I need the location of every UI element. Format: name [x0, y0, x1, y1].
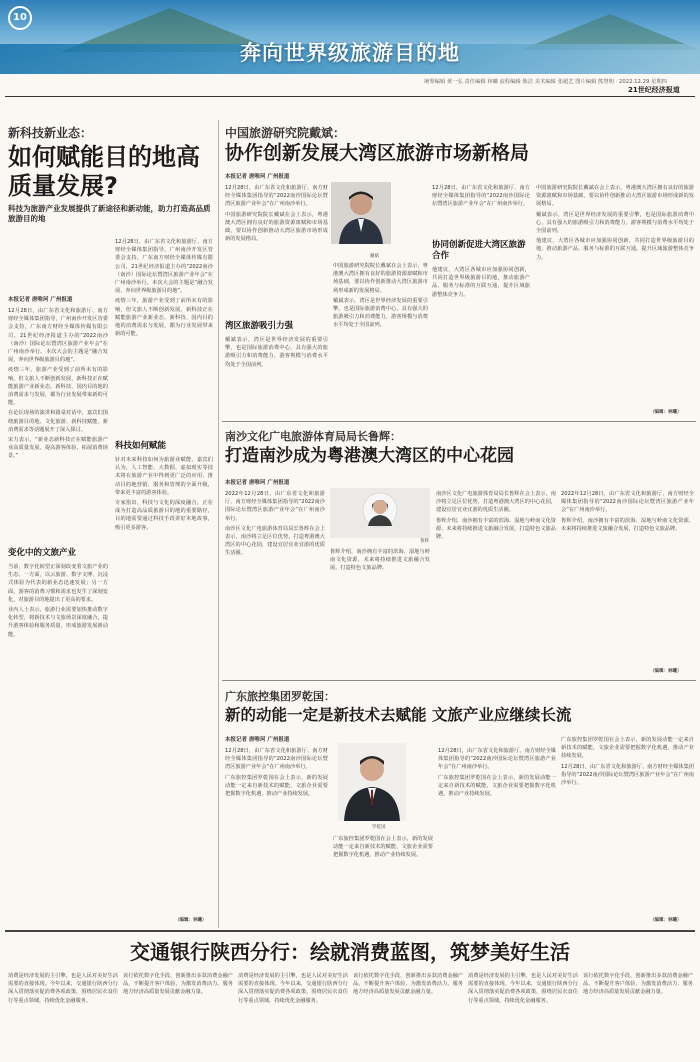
- editor-credits: 统筹编辑 黄一弘 责任编辑 林曦 流程编辑 陈洁 美术编辑 张超艺 图片编辑 熊慧明 · 2022.12.29 星期四: [424, 79, 667, 85]
- paragraph: 12月28日，由广东省文化和旅游厅、南方财经全媒体集团指导的“2022南沙国际论坛暨湾区旅游产业年会”在广州南沙举行。: [225, 185, 328, 208]
- paragraph: 疫情三年，旅游产业受到了前所未有的影响，但文旅人不断创新发展，新科技正在赋能旅游产业新业态，新科技、国内目的地的消费需求与发展，都为行业发展带来新的可能。: [115, 298, 213, 338]
- paragraph: 鲁辉介绍，南沙拥有丰富的滨海、湿地与岭南文化资源，未来将持续推进文旅融合发展，打造特色文旅品牌。: [330, 549, 430, 572]
- paragraph: 疫情三年，旅游产业受到了前所未有的影响，但文旅人不断创新发展，新科技正在赋能旅游产业新业态，新科技、国内目的地的消费需求与发展，都为行业发展带来新的可能。: [8, 367, 108, 407]
- article1-kicker: 新科技新业态：: [8, 126, 93, 140]
- article2-body-col6: [536, 184, 694, 408]
- page-number: 10: [8, 6, 32, 30]
- article2-body-col5: [432, 266, 530, 416]
- article4-signoff: （编辑：林曦）: [650, 918, 682, 923]
- paragraph: 消费是经济发展的主引擎，也是人民对美好生活需要的直接体现。今年以来，交通银行陕西分行深入贯彻落实促消费各项政策，围绕居民衣食住行等重点领域，持续优化金融服务。: [238, 973, 348, 1004]
- article1-body-col3: [115, 238, 213, 434]
- article3-signoff: （编辑：林曦）: [650, 669, 682, 674]
- paragraph: 中国旅游研究院院长戴斌在会上表示，粤港澳大湾区拥有良好的旅游资源禀赋和市场基础，要以协作创新推动大湾区旅游市场形成新的发展格局。: [536, 185, 694, 208]
- paragraph: 戴斌表示，湾区是世界经济发展的重要引擎，也是国际旅游消费中心，具有强大的旅游吸引力和消费能力，游客规模与消费水平均处于全国前列。: [225, 337, 328, 368]
- paragraph: 宋力表示，“新业态新科技正在赋能旅游产业高质量发展，提高游客体验，拓展消费场景。”: [8, 437, 108, 460]
- portrait-illustration: [338, 743, 406, 821]
- paragraph: 专家指出，科技与文化的深度融合，正在成为打造高品质旅游目的地的重要路径，目的地需要通过科技手段讲好本地故事，吸引更多游客。: [115, 500, 213, 531]
- paragraph: 戴斌表示，湾区是世界经济发展的重要引擎，也是国际旅游消费中心，具有强大的旅游吸引力和消费能力，游客规模与消费水平均处于全国前列。: [333, 297, 428, 329]
- article1-signoff: （编辑：林曦）: [175, 918, 207, 923]
- article4-body-col3: [438, 747, 556, 925]
- article5-body-col6: [583, 972, 693, 1058]
- dai-bin-photo: [331, 182, 391, 244]
- article5-body-col4: [353, 972, 463, 1058]
- article3-body-col3: [436, 490, 556, 676]
- paragraph: 2022年12月28日，由广东省文化和旅游厅、南方财经全媒体集团指导的“2022南沙国际论坛暨湾区旅游产业年会”在广州南沙举行。: [561, 491, 694, 514]
- article4-kicker: 广东旅控集团罗乾国：: [225, 690, 335, 703]
- article5-body-col1: [8, 972, 118, 1058]
- header-rule: [5, 96, 695, 97]
- portrait-illustration: [330, 488, 430, 538]
- article2-subhead: 湾区旅游吸引力强: [225, 321, 294, 331]
- paragraph: 消费是经济发展的主引擎，也是人民对美好生活需要的直接体现。今年以来，交通银行陕西分行深入贯彻落实促消费各项政策，围绕居民衣食住行等重点领域，持续优化金融服务。: [8, 973, 118, 1004]
- article1-subhead: 科技如何赋能: [115, 441, 167, 451]
- article4-byline: 本报记者 唐唯珂 广州报道: [225, 737, 290, 743]
- paragraph: 南沙区文化广电旅游体育局局长鲁辉在会上表示，南沙将立足区位优势，打造粤港澳大湾区的中心花园，建设宜居宜业宜游的优质生活圈。: [225, 525, 325, 557]
- newspaper-name: 21世纪经济报道: [628, 86, 680, 94]
- article1-body-col4: [115, 456, 213, 919]
- paragraph: 该行依托数字化手段，创新推出多款消费金融产品，不断提升客户体验，为激发消费活力、服务地方经济高质量发展贡献金融力量。: [123, 973, 233, 996]
- column-divider: [218, 120, 219, 928]
- article2-byline: 本报记者 唐唯珂 广州报道: [225, 174, 290, 180]
- article3-title: 打造南沙成为粤港澳大湾区的中心花园: [225, 446, 514, 466]
- article2-body-col1: [225, 184, 328, 300]
- paragraph: 12月28日，由广东省文化和旅游厅、南方财经全媒体集团指导，广州南沙开发区管委会支持，广东南方财经全媒体传媒有限公司、21世纪经济报道主办的“2022南沙（南沙）国际论坛暨湾区旅游产业年会”在广州南沙举行。本次大会的主题是“融合发展，奔向世界级旅游目的地”。: [8, 308, 108, 364]
- dai-bin-caption: 戴斌: [370, 254, 379, 259]
- article3-body-col4: [561, 490, 694, 666]
- paragraph: 消费是经济发展的主引擎，也是人民对美好生活需要的直接体现。今年以来，交通银行陕西分行深入贯彻落实促消费各项政策，围绕居民衣食住行等重点领域，持续优化金融服务。: [468, 973, 578, 1004]
- article1-byline: 本报记者 唐唯珂 广州报道: [8, 297, 73, 303]
- article5-body-col2: [123, 972, 233, 1058]
- lu-hui-photo: [330, 488, 430, 538]
- paragraph: 该行依托数字化手段，创新推出多款消费金融产品，不断提升客户体验，为激发消费活力、服务地方经济高质量发展贡献金融力量。: [583, 973, 693, 996]
- paragraph: 南沙区文化广电旅游体育局局长鲁辉在会上表示，南沙将立足区位优势，打造粤港澳大湾区的中心花园，建设宜居宜业宜游的优质生活圈。: [436, 491, 556, 514]
- article5-body-col5: [468, 972, 578, 1058]
- paragraph: 中国旅游研究院院长戴斌在会上表示，粤港澳大湾区拥有良好的旅游资源禀赋和市场基础，要以协作创新推动大湾区旅游市场形成新的发展格局。: [225, 211, 328, 243]
- paragraph: 广东旅控集团罗乾国在会上表示，新的发展动能一定来自新技术的赋能，文旅企业需要把握数字化机遇，推动产业持续发展。: [561, 737, 694, 760]
- paragraph: 业内人士表示，旅游行业需要加快推动数字化转型，将新技术与文旅场景深度融合，提升游客体验和服务质量，形成旅游发展新动能。: [8, 607, 108, 638]
- article2-subhead: 协同创新促进大湾区旅游合作: [432, 240, 526, 261]
- article4-body-col4: [561, 736, 694, 916]
- article5-body-col3: [238, 972, 348, 1058]
- article3-kicker: 南沙文化广电旅游体育局局长鲁辉：: [225, 430, 401, 443]
- paragraph: 广东旅控集团罗乾国在会上表示，新的发展动能一定来自新技术的赋能，文旅企业需要把握数字化机遇，推动产业持续发展。: [438, 774, 556, 798]
- paragraph: 该行依托数字化手段，创新推出多款消费金融产品，不断提升客户体验，为激发消费活力、服务地方经济高质量发展贡献金融力量。: [353, 973, 463, 996]
- article1-body-col2: [8, 563, 108, 924]
- luo-qianguo-caption: 罗乾国: [372, 825, 386, 830]
- article3-body-col2: [330, 548, 430, 676]
- luo-qianguo-photo: [338, 743, 406, 821]
- paragraph: 广东旅控集团罗乾国在会上表示，新的发展动能一定来自新技术的赋能，文旅企业需要把握数字化机遇，推动产业持续发展。: [225, 774, 328, 798]
- paragraph: 他建议，大湾区各城市应加强协同创新，共同打造世界级旅游目的地，推动旅游产品、服务与标准的互联互通，提升区域旅游整体竞争力。: [432, 267, 530, 298]
- bottom-section-rule: [5, 930, 695, 932]
- paragraph: 12月28日，由广东省文化和旅游厅、南方财经全媒体集团指导的“2022南沙国际论坛暨湾区旅游产业年会”在广州南沙举行。: [432, 185, 530, 208]
- paragraph: 鲁辉介绍，南沙拥有丰富的滨海、湿地与岭南文化资源，未来将持续推进文旅融合发展，打造特色文旅品牌。: [436, 517, 556, 541]
- paragraph: 广东旅控集团罗乾国在会上表示，新的发展动能一定来自新技术的赋能，文旅企业需要把握数字化机遇，推动产业持续发展。: [333, 836, 433, 859]
- article2-body-col3: [333, 262, 428, 417]
- article2-title: 协作创新发展大湾区旅游市场新格局: [225, 142, 530, 164]
- paragraph: 针对未来科技如何为旅游业赋能，嘉宾们认为，人工智能、大数据、虚拟现实等技术将在旅游产业中得到更广泛的应用，推动目的地营销、服务和管理的全面升级，带来更丰富的游客体验。: [115, 457, 213, 496]
- article2-body-col4: [432, 184, 530, 236]
- portrait-illustration: [331, 182, 391, 244]
- paragraph: 在论坛现场的演讲和圆桌对话中，嘉宾们围绕旅游目的地、文化旅游、新科技赋能、新消费需求等话题展开了深入探讨。: [8, 410, 108, 433]
- paragraph: 他建议，大湾区各城市应加强协同创新，共同打造世界级旅游目的地，推动旅游产品、服务与标准的互联互通，提升区域旅游整体竞争力。: [536, 238, 694, 261]
- section-divider: [222, 680, 696, 681]
- lu-hui-caption: 鲁辉: [420, 539, 429, 544]
- article2-signoff: （编辑：林曦）: [650, 410, 682, 415]
- article2-kicker: 中国旅游研究院戴斌：: [225, 126, 346, 140]
- article1-title: 如何赋能目的地高质量发展?: [8, 143, 200, 200]
- article4-body-col2: [333, 835, 433, 925]
- article2-body-col2: [225, 336, 328, 417]
- paragraph: 12月28日，由广东省文化和旅游厅、南方财经全媒体集团指导的“2022南沙国际论坛暨湾区旅游产业年会”在广州南沙举行。: [225, 748, 328, 771]
- article4-title: 新的动能一定是新技术去赋能 文旅产业应继续长流: [225, 706, 572, 724]
- article3-byline: 本报记者 唐唯珂 广州报道: [225, 480, 290, 486]
- article1-subhead: 变化中的文旅产业: [8, 548, 77, 558]
- paragraph: 鲁辉介绍，南沙拥有丰富的滨海、湿地与岭南文化资源，未来将持续推进文旅融合发展，打造特色文旅品牌。: [561, 517, 694, 532]
- article1-deck: 科技为旅游产业发展提供了新途径和新动能，助力打造高品质旅游目的地: [8, 204, 211, 223]
- paragraph: 12月28日，由广东省文化和旅游厅、南方财经全媒体集团指导，广州南沙开发区管委会支持，广东南方财经全媒体传媒有限公司、21世纪经济报道主办的“2022南沙（南沙）国际论坛暨湾区旅游产业年会”在广州南沙举行。本次大会的主题是“融合发展，奔向世界级旅游目的地”。: [115, 239, 213, 295]
- paragraph: 中国旅游研究院院长戴斌在会上表示，粤港澳大湾区拥有良好的旅游资源禀赋和市场基础，要以协作创新推动大湾区旅游市场形成新的发展格局。: [333, 263, 428, 294]
- paragraph: 2022年12月28日，由广东省文化和旅游厅、南方财经全媒体集团指导的“2022南沙国际论坛暨湾区旅游产业年会”在广州南沙举行。: [225, 491, 325, 522]
- article1-body-col1: [8, 307, 108, 540]
- paragraph: 当前，数字化转型正深刻改变着文旅产业的生态。一方面，以云旅游、数字文博、沉浸式体验为代表的新业态迅速发展；另一方面，游客的消费习惯和需求也发生了深刻变化，对旅游目的地提出了更高的要求。: [8, 564, 108, 603]
- article4-body-col1: [225, 747, 328, 925]
- paragraph: 12月28日，由广东省文化和旅游厅、南方财经全媒体集团指导的“2022南沙国际论坛暨湾区旅游产业年会”在广州南沙举行。: [561, 763, 694, 787]
- paragraph: 12月28日，由广东省文化和旅游厅、南方财经全媒体集团指导的“2022南沙国际论坛暨湾区旅游产业年会”在广州南沙举行。: [438, 748, 556, 771]
- banner-title: 奔向世界级旅游目的地: [240, 41, 460, 65]
- section-divider: [222, 421, 696, 422]
- article5-title: 交通银行陕西分行：绘就消费蓝图，筑梦美好生活: [130, 940, 570, 964]
- paragraph: 戴斌表示，湾区是世界经济发展的重要引擎，也是国际旅游消费中心，具有强大的旅游吸引力和消费能力，游客规模与消费水平均处于全国前列。: [536, 211, 694, 235]
- article3-body-col1: [225, 490, 325, 676]
